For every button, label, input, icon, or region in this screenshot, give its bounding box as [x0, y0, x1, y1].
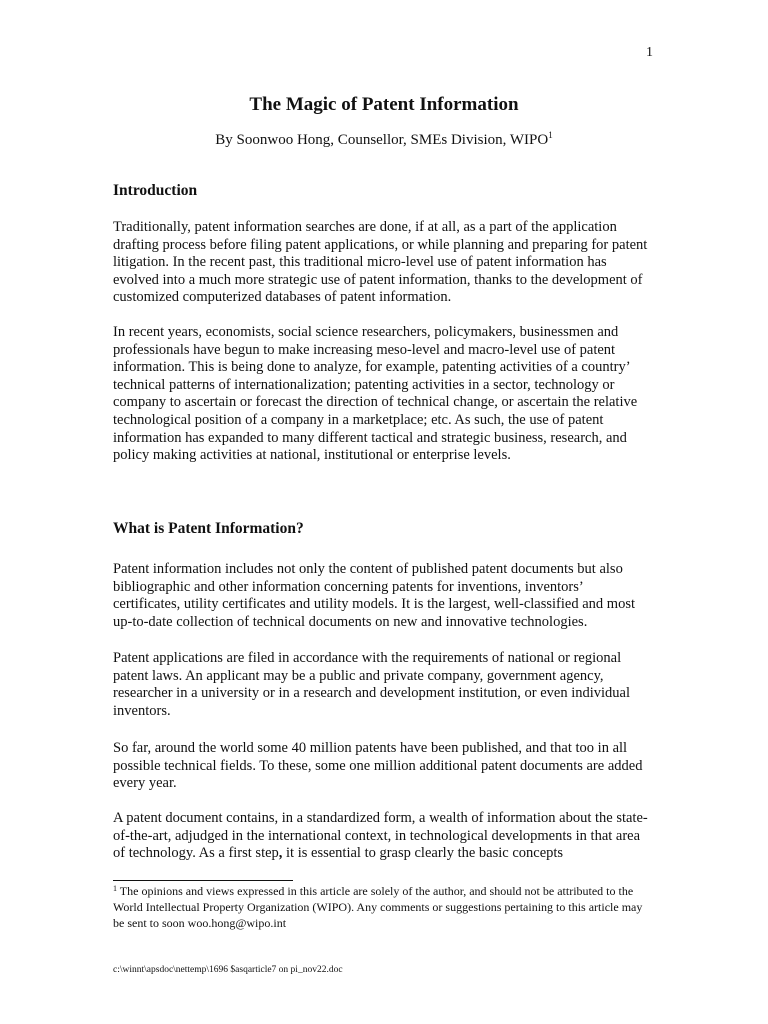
- section-heading-introduction: Introduction: [113, 182, 198, 199]
- footnote: [113, 884, 653, 931]
- paragraph: So far, around the world some 40 million patents have been published, and that too in all possible technical fields. To these, some one million additional patent documents are added every year.: [113, 740, 643, 792]
- paragraph-text: A patent document contains, in a standardized form, a wealth of information about the state-of-the-art, adjudged in the international context, in technological developments in that area of technology. As a first step: [113, 810, 648, 862]
- file-path-footer: c:\winnt\apsdoc\nettemp\1696 $asqarticle7 on pi_nov22.doc: [113, 965, 343, 975]
- paragraph-text: it is essential to grasp clearly the basic concepts: [282, 845, 564, 862]
- section-heading-what-is-patent-information: What is Patent Information?: [113, 520, 304, 537]
- paragraph: [113, 810, 653, 863]
- document-title: The Magic of Patent Information: [249, 94, 519, 115]
- byline: [0, 130, 768, 150]
- paragraph-bold-comma: ,: [278, 845, 283, 862]
- page-number: 1: [646, 45, 653, 60]
- paragraph: Traditionally, patent information searches are done, if at all, as a part of the application drafting process before filing patent applications, or while planning and preparing for patent litigation. In the recent past, this traditional micro-level use of patent information has evolved into a much more strategic use of patent information, thanks to the development of customized computerized databases of patent information.: [113, 219, 648, 306]
- paragraph: Patent applications are filed in accordance with the requirements of national or regional patent laws. An applicant may be a public and private company, government agency, researcher in a university or in a research and development institution, or even individual inventors.: [113, 650, 630, 719]
- paragraph: In recent years, economists, social science researchers, policymakers, businessmen and professionals have begun to make increasing meso-level and macro-level use of patent information. This is being done to analyze, for example, patenting activities of a country’ technical patterns of internationalization; patenting activities in a sector, technology or company to ascertain or forecast the direction of technical change, or ascertain the relative technological position of a company in a marketplace; etc. As such, the use of patent information has expanded to many different tactical and strategic business, research, and policy making activities at national, institutional or enterprise levels.: [113, 324, 638, 464]
- footnote-text: The opinions and views expressed in this article are solely of the author, and should not be attributed to the World Intellectual Property Organization (WIPO). Any comments or suggestions pertaining to this article may be sent to soon woo.hong@wipo.int: [113, 884, 643, 930]
- footnote-separator: [113, 880, 293, 881]
- paragraph: Patent information includes not only the content of published patent documents but also bibliographic and other information concerning patents for inventions, inventors’ certificates, utility certificates and utility models. It is the largest, well-classified and most up-to-date collection of technical documents on new and innovative technologies.: [113, 561, 635, 630]
- footnote-mark: 1: [113, 884, 117, 893]
- byline-footnote-mark: 1: [548, 130, 553, 140]
- byline-text: By Soonwoo Hong, Counsellor, SMEs Division, WIPO: [215, 132, 549, 148]
